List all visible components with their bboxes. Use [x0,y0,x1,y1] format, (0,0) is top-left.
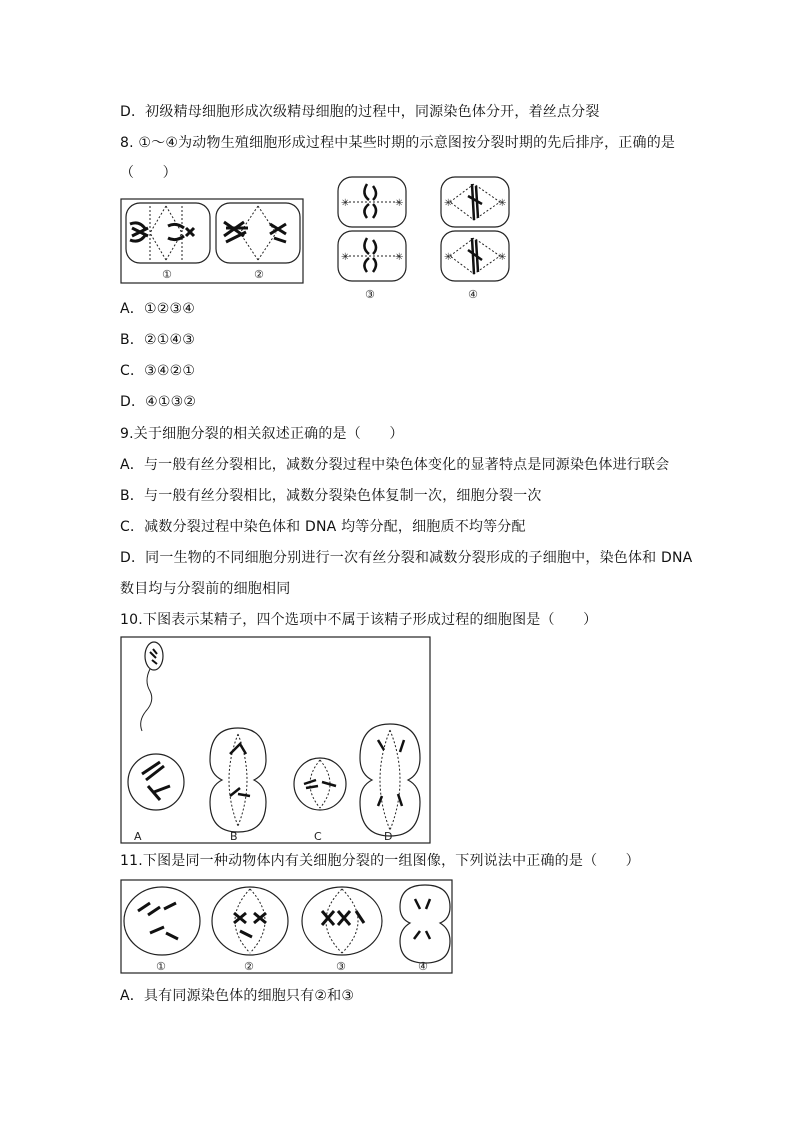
q9-stem: 9.关于细胞分裂的相关叙述正确的是（ ） [120,426,404,442]
q8-label-4: ④ [468,288,478,301]
q8-option-b: B．②①④③ [120,332,196,348]
svg-text:✳: ✳ [444,252,453,263]
q8-option-c: C．③④②① [120,363,196,379]
q8-figure-1-2 [120,198,304,286]
q11-label-3: ③ [336,960,346,973]
svg-text:✳: ✳ [395,252,404,263]
q11-option-a: A．具有同源染色体的细胞只有②和③ [120,988,355,1004]
q10-label-d: D [384,830,393,843]
q10-label-b: B [230,830,238,843]
q8-option-a: A．①②③④ [120,301,195,317]
q8-option-d: D．④①③② [120,394,197,410]
q7-option-d: D．初级精母细胞形成次级精母细胞的过程中，同源染色体分开，着丝点分裂 [120,104,600,120]
svg-text:✳: ✳ [498,252,507,263]
q8-label-3: ③ [365,288,375,301]
q8-stem: 8. ①～④为动物生殖细胞形成过程中某些时期的示意图按分裂时期的先后排序，正确的是 [120,135,676,151]
svg-text:✳: ✳ [498,198,507,209]
q11-label-4: ④ [418,960,428,973]
q9-option-c: C．减数分裂过程中染色体和 DNA 均等分配，细胞质不均等分配 [120,519,526,535]
q8-figure-4 [438,174,513,304]
q9-option-a: A．与一般有丝分裂相比，减数分裂过程中染色体变化的显著特点是同源染色体进行联会 [120,457,670,473]
q9-option-d: D．同一生物的不同细胞分别进行一次有丝分裂和减数分裂形成的子细胞中，染色体和 DNA [120,550,693,566]
svg-text:✳: ✳ [341,198,350,209]
q8-answer-paren: （ ） [120,165,177,181]
q8-label-1: ① [162,268,172,281]
q11-label-1: ① [156,960,166,973]
q11-label-2: ② [244,960,254,973]
q10-stem: 10.下图表示某精子，四个选项中不属于该精子形成过程的细胞图是（ ） [120,612,598,628]
q11-stem: 11.下图是同一种动物体内有关细胞分裂的一组图像，下列说法中正确的是（ ） [120,853,640,869]
q8-figure-3 [335,174,410,304]
q10-label-c: C [314,830,322,843]
q9-option-b: B．与一般有丝分裂相比，减数分裂染色体复制一次，细胞分裂一次 [120,488,542,504]
svg-text:✳: ✳ [395,198,404,209]
q10-figure [120,636,432,846]
svg-text:✳: ✳ [341,252,350,263]
q9-option-d-cont: 数目均与分裂前的细胞相同 [120,581,291,597]
q10-label-a: A [134,830,142,843]
svg-text:✳: ✳ [444,198,453,209]
q8-label-2: ② [254,268,264,281]
q11-figure [120,879,454,975]
